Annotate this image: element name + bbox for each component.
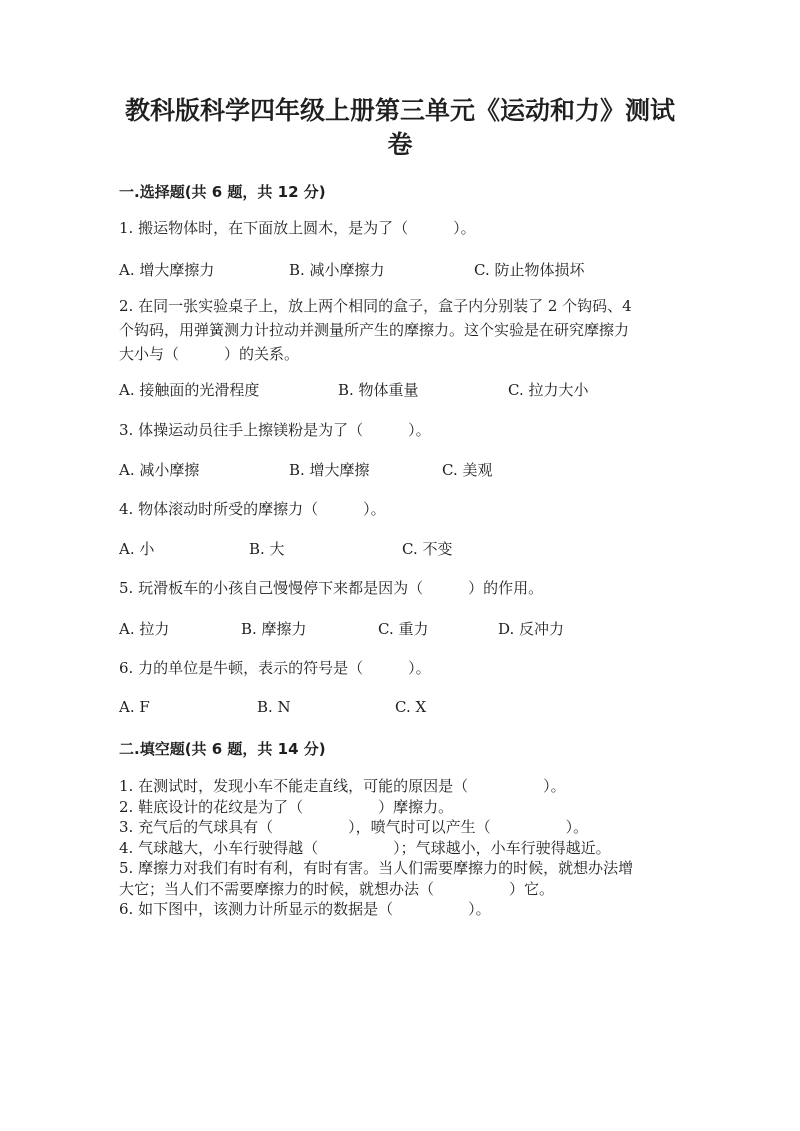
title-line-1: 教科版科学四年级上册第三单元《运动和力》测试: [124, 96, 675, 125]
title-line-2: 卷: [387, 130, 413, 159]
option-b: B. 大: [249, 540, 285, 558]
question-2-stem-line-2: 个钩码，用弹簧测力计拉动并测量所产生的摩擦力。这个实验是在研究摩擦力: [119, 321, 630, 339]
section-1-heading: 一.选择题(共 6 题，共 12 分): [119, 183, 326, 201]
option-a: A. 小: [119, 540, 155, 558]
option-a: A. 增大摩擦力: [119, 261, 215, 279]
question-4-options: [119, 538, 679, 560]
option-c: C. 不变: [402, 540, 453, 558]
option-b: B. 摩擦力: [241, 620, 307, 638]
fill-line-7: 6. 如下图中，该测力计所显示的数据是（ ）。: [119, 900, 491, 918]
fill-in-questions: [119, 776, 684, 920]
question-5-stem: 5. 玩滑板车的小孩自己慢慢停下来都是因为（ ）的作用。: [119, 579, 544, 597]
option-a: A. F: [119, 698, 150, 716]
question-1-stem: 1. 搬运物体时，在下面放上圆木，是为了（ ）。: [119, 219, 476, 237]
question-4-stem: 4. 物体滚动时所受的摩擦力（ ）。: [119, 500, 386, 518]
fill-line-6: 大它；当人们不需要摩擦力的时候，就想办法（ ）它。: [119, 879, 555, 898]
option-d: D. 反冲力: [498, 620, 565, 638]
page-title: [120, 94, 680, 162]
fill-line-1: 1. 在测试时，发现小车不能走直线，可能的原因是（ ）。: [119, 777, 566, 795]
question-6-options: [119, 698, 679, 720]
question-5-options: [119, 618, 679, 640]
question-2-stem-line-1: 2. 在同一张实验桌子上，放上两个相同的盒子，盒子内分别装了 2 个钩码、4: [119, 297, 632, 315]
question-2-options: [119, 379, 679, 401]
question-3-options: [119, 459, 679, 481]
option-c: C. 拉力大小: [508, 381, 589, 399]
fill-line-3: 3. 充气后的气球具有（ ），喷气时可以产生（ ）。: [119, 818, 589, 836]
option-a: A. 减小摩擦: [119, 461, 200, 479]
fill-line-4: 4. 气球越大，小车行驶得越（ ）；气球越小，小车行驶得越近。: [119, 838, 611, 857]
option-c: C. 重力: [378, 620, 429, 638]
option-b: B. 减小摩擦力: [289, 261, 385, 279]
option-b: B. 物体重量: [338, 381, 419, 399]
question-2-stem: [119, 294, 679, 366]
option-b: B. N: [257, 698, 291, 716]
fill-line-5: 5. 摩擦力对我们有时有利，有时有害。当人们需要摩擦力的时候，就想办法增: [119, 859, 634, 877]
question-6-stem: 6. 力的单位是牛顿，表示的符号是（ ）。: [119, 659, 431, 677]
option-a: A. 拉力: [119, 620, 170, 638]
option-b: B. 增大摩擦: [289, 461, 370, 479]
option-c: C. 美观: [442, 461, 493, 479]
option-a: A. 接触面的光滑程度: [119, 381, 260, 399]
question-3-stem: 3. 体操运动员往手上擦镁粉是为了（ ）。: [119, 421, 431, 439]
fill-line-2: 2. 鞋底设计的花纹是为了（ ）摩擦力。: [119, 797, 454, 816]
question-2-stem-line-3: 大小与（ ）的关系。: [119, 345, 300, 363]
question-1-options: [119, 259, 679, 281]
option-c: C. X: [395, 698, 427, 716]
section-2-heading: 二.填空题(共 6 题，共 14 分): [119, 740, 326, 758]
option-c: C. 防止物体损坏: [474, 261, 585, 279]
